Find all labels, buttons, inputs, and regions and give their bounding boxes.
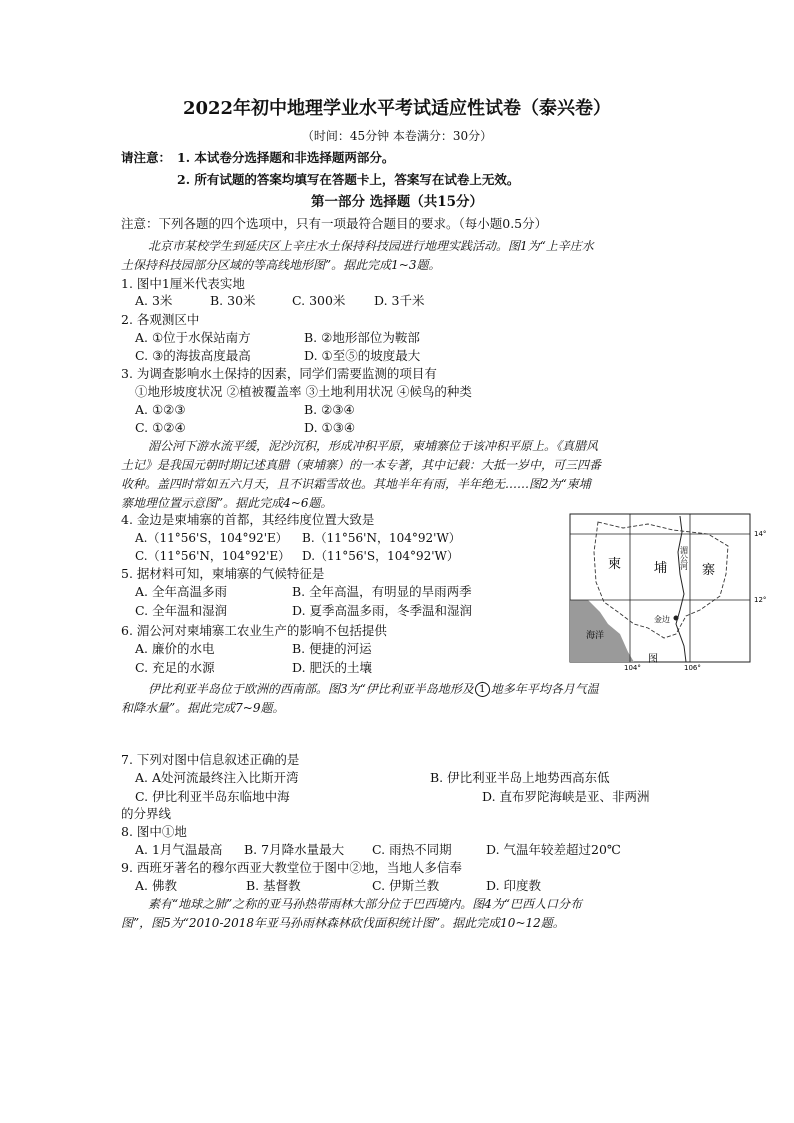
q5-option-a: A. 全年高温多雨 bbox=[135, 584, 227, 599]
q2-option-c: C. ③的海拔高度最高 bbox=[135, 348, 251, 363]
q2-option-a: A. ①位于水保站南方 bbox=[135, 330, 251, 345]
q9-option-a: A. 佛教 bbox=[135, 878, 177, 893]
q2-option-b: B. ②地形部位为鞍部 bbox=[304, 330, 420, 345]
q3-option-a: A. ①②③ bbox=[135, 402, 186, 417]
q3-stem: 3. 为调查影响水土保持的因素，同学们需要监测的项目有 bbox=[121, 366, 437, 381]
q6-option-c: C. 充足的水源 bbox=[135, 660, 215, 675]
lat-12-label: 12° bbox=[754, 596, 767, 604]
note-1: 1. 本试卷分选择题和非选择题两部分。 bbox=[177, 150, 395, 165]
q8-option-d: D. 气温年较差超过20℃ bbox=[486, 842, 621, 857]
passage3-part1: 伊比利亚半岛位于欧洲的西南部。图3为“伊比利亚半岛地形及 bbox=[148, 682, 474, 696]
q1-option-b: B. 30米 bbox=[210, 293, 256, 308]
q7-stem: 7. 下列对图中信息叙述正确的是 bbox=[121, 752, 300, 767]
q6-option-d: D. 肥沃的土壤 bbox=[292, 660, 373, 675]
passage2-line2: 土记》是我国元朝时期记述真腊（柬埔寨）的一本专著，其中记载：大抵一岁中，可三四番 bbox=[121, 458, 602, 472]
q7-option-c: C. 伊比利亚半岛东临地中海 bbox=[135, 789, 290, 804]
cambodia-location-map bbox=[568, 512, 778, 672]
q7-option-b: B. 伊比利亚半岛上地势西高东低 bbox=[430, 770, 610, 785]
q6-stem: 6. 湄公河对柬埔寨工农业生产的影响不包括提供 bbox=[121, 623, 387, 638]
page-title: 2022年初中地理学业水平考试适应性试卷（泰兴卷） bbox=[182, 98, 612, 119]
q9-option-d: D. 印度教 bbox=[486, 878, 542, 893]
river-label: 湄公河 bbox=[679, 546, 689, 570]
passage3-part2: 地多年平均各月气温 bbox=[490, 682, 599, 696]
passage4-line2: 图”，图5为“2010-2018年亚马孙雨林森林砍伐面积统计图”。据此完成10~12题。 bbox=[121, 916, 565, 930]
q7-option-d-continued: 的分界线 bbox=[121, 806, 172, 821]
passage1-line2: 土保持科技园部分区域的等高线地形图”。据此完成1~3题。 bbox=[121, 258, 441, 272]
q3-option-b: B. ②③④ bbox=[304, 402, 355, 417]
q8-stem: 8. 图中①地 bbox=[121, 824, 187, 839]
q2-option-d: D. ①至⑤的坡度最大 bbox=[304, 348, 421, 363]
q3-option-c: C. ①②④ bbox=[135, 420, 186, 435]
circled-number-1: 1 bbox=[475, 682, 490, 697]
city-label: 金边 bbox=[654, 615, 670, 624]
q2-stem: 2. 各观测区中 bbox=[121, 312, 200, 327]
figure-number: 图 bbox=[648, 654, 658, 665]
q1-option-d: D. 3千米 bbox=[374, 293, 425, 308]
passage4-line1: 素有“地球之肺”之称的亚马孙热带雨林大部分位于巴西境内。图4为“巴西人口分布 bbox=[148, 897, 583, 911]
part1-heading: 第一部分 选择题（共15分） bbox=[311, 194, 483, 210]
map-label-c1: 柬 bbox=[608, 557, 622, 572]
q9-stem: 9. 西班牙著名的穆尔西亚大教堂位于图中②地，当地人多信奉 bbox=[121, 860, 462, 875]
q7-option-a: A. A处河流最终注入比斯开湾 bbox=[135, 770, 299, 785]
q4-option-b: B.（11°56'N，104°92'W） bbox=[302, 531, 461, 545]
phnom-penh-marker bbox=[674, 616, 679, 621]
q8-option-b: B. 7月降水量最大 bbox=[244, 842, 345, 857]
q1-stem: 1. 图中1厘米代表实地 bbox=[121, 276, 245, 291]
q5-option-c: C. 全年温和湿润 bbox=[135, 603, 228, 618]
passage1-line1: 北京市某校学生到延庆区上辛庄水土保持科技园进行地理实践活动。图1为“上辛庄水 bbox=[148, 239, 594, 253]
q5-option-d: D. 夏季高温多雨，冬季温和湿润 bbox=[292, 603, 473, 618]
lon-106-label: 106° bbox=[684, 664, 701, 672]
q1-option-a: A. 3米 bbox=[135, 293, 173, 308]
q3-items: ①地形坡度状况 ②植被覆盖率 ③土地利用状况 ④候鸟的种类 bbox=[135, 384, 472, 399]
exam-time-note: （时间：45分钟 本卷满分：30分） bbox=[301, 129, 493, 143]
passage2-line1: 湄公河下游水流平缓，泥沙沉积，形成冲积平原，柬埔寨位于该冲积平原上。《真腊风 bbox=[148, 439, 599, 453]
passage2-line3: 收种。盖四时常如五六月天，且不识霜雪故也。其地半年有雨，半年绝无……图2为“柬埔 bbox=[121, 477, 591, 491]
q9-option-b: B. 基督教 bbox=[246, 878, 301, 893]
sea-label: 海洋 bbox=[586, 631, 605, 641]
lat-14-label: 14° bbox=[754, 530, 767, 538]
q6-option-b: B. 便捷的河运 bbox=[292, 641, 372, 656]
note-2: 2. 所有试题的答案均填写在答题卡上，答案写在试卷上无效。 bbox=[177, 172, 520, 187]
notes-label: 请注意： bbox=[121, 150, 172, 165]
q4-option-a: A.（11°56'S，104°92'E） bbox=[135, 531, 288, 545]
q4-stem: 4. 金边是柬埔寨的首都，其经纬度位置大致是 bbox=[121, 512, 375, 527]
q8-option-a: A. 1月气温最高 bbox=[135, 842, 223, 857]
q4-option-c: C.（11°56'N，104°92'E） bbox=[135, 549, 291, 563]
q8-option-c: C. 雨热不同期 bbox=[372, 842, 452, 857]
map-label-c2: 埔 bbox=[654, 561, 668, 576]
part1-notice: 注意：下列各题的四个选项中，只有一项最符合题目的要求。（每小题0.5分） bbox=[121, 216, 548, 231]
passage2-line4: 寨地理位置示意图”。据此完成4~6题。 bbox=[121, 496, 333, 510]
q3-option-d: D. ①③④ bbox=[304, 420, 356, 435]
q4-option-d: D.（11°56'S，104°92'W） bbox=[302, 549, 459, 563]
passage3-line1 bbox=[148, 681, 599, 697]
q5-stem: 5. 据材料可知，柬埔寨的气候特征是 bbox=[121, 566, 325, 581]
q9-option-c: C. 伊斯兰教 bbox=[372, 878, 440, 893]
q1-option-c: C. 300米 bbox=[292, 293, 346, 308]
lon-104-label: 104° bbox=[624, 664, 641, 672]
passage3-line2: 和降水量”。据此完成7~9题。 bbox=[121, 701, 285, 715]
q7-option-d: D. 直布罗陀海峡是亚、非两洲 bbox=[482, 789, 650, 804]
map-label-c3: 寨 bbox=[702, 563, 716, 578]
q5-option-b: B. 全年高温，有明显的旱雨两季 bbox=[292, 584, 472, 599]
q6-option-a: A. 廉价的水电 bbox=[135, 641, 215, 656]
